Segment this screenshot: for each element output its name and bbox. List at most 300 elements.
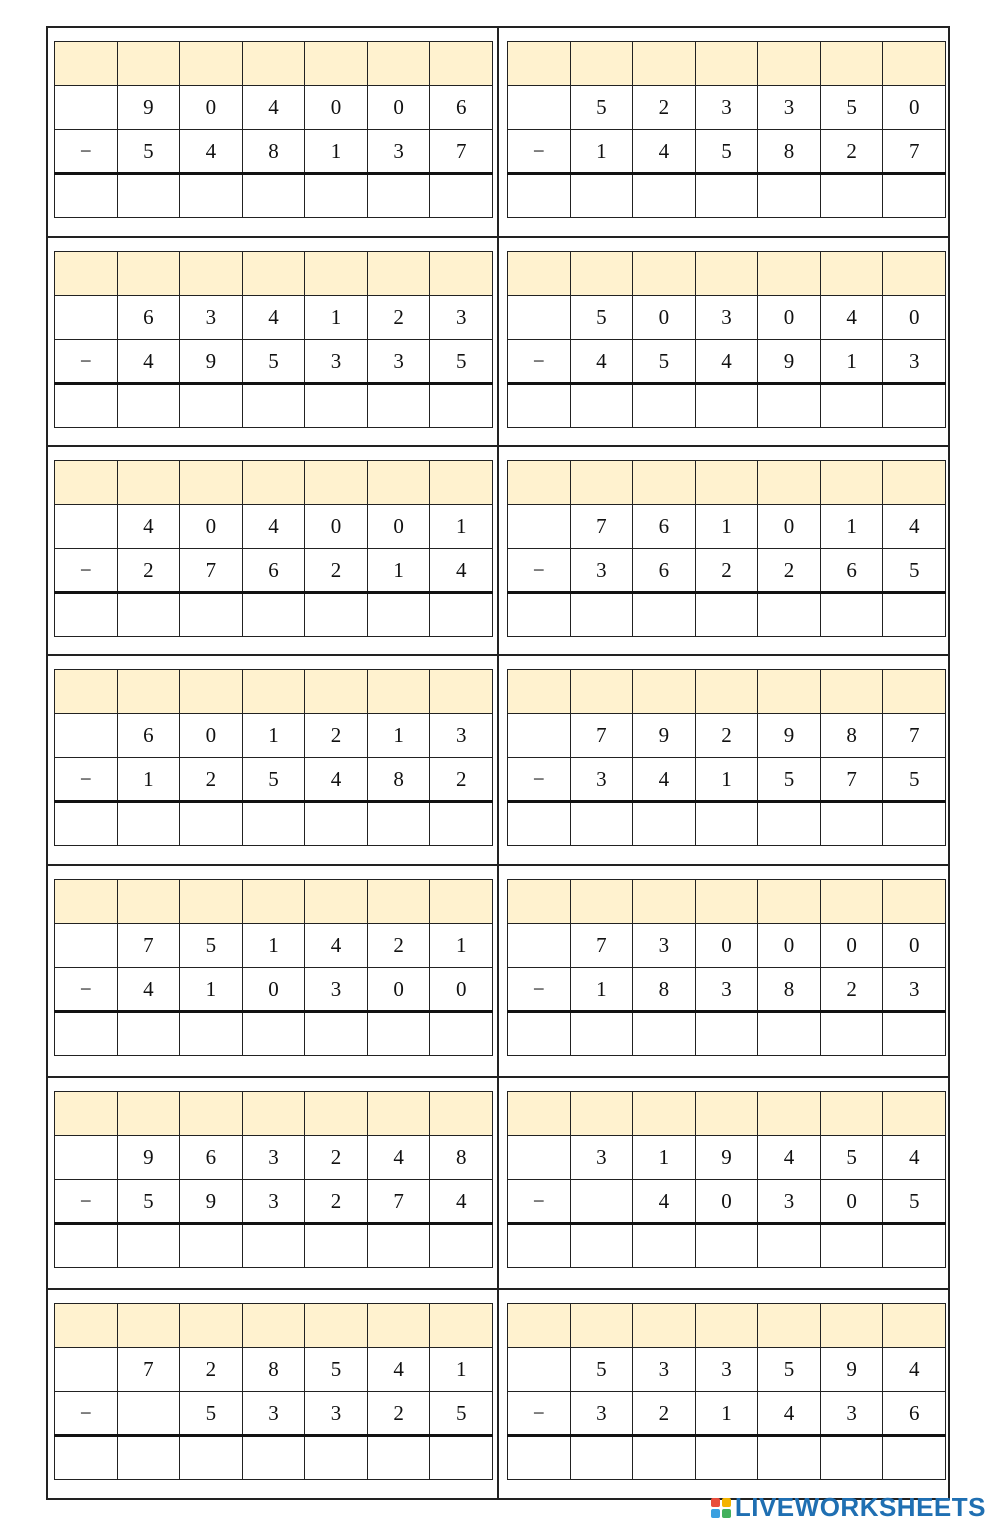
carry-cell[interactable] (367, 252, 430, 296)
answer-row (55, 802, 493, 846)
carry-cell[interactable] (820, 1304, 883, 1348)
sign-cell (55, 714, 118, 758)
answer-cell[interactable] (633, 174, 696, 218)
minus-sign: − (508, 1392, 571, 1436)
carry-cell[interactable] (883, 1304, 946, 1348)
answer-cell[interactable] (242, 1224, 305, 1268)
answer-cell[interactable] (633, 1436, 696, 1480)
answer-cell[interactable] (820, 174, 883, 218)
answer-cell[interactable] (695, 1436, 758, 1480)
carry-cell[interactable] (55, 461, 118, 505)
carry-cell[interactable] (570, 252, 633, 296)
answer-cell[interactable] (633, 384, 696, 428)
carry-cell[interactable] (367, 1092, 430, 1136)
answer-cell[interactable] (883, 593, 946, 637)
minuend-digit: 3 (633, 924, 696, 968)
carry-cell[interactable] (55, 880, 118, 924)
answer-cell[interactable] (180, 802, 243, 846)
answer-cell[interactable] (367, 1224, 430, 1268)
subtrahend-row (508, 130, 946, 174)
minuend-digit: 3 (758, 86, 821, 130)
carry-cell[interactable] (570, 461, 633, 505)
subtrahend-digit: 5 (242, 340, 305, 384)
minuend-digit: 0 (758, 296, 821, 340)
subtrahend-digit: 7 (367, 1180, 430, 1224)
answer-cell[interactable] (367, 384, 430, 428)
minus-sign: − (55, 968, 118, 1012)
answer-cell[interactable] (508, 384, 571, 428)
carry-cell[interactable] (180, 461, 243, 505)
carry-cell[interactable] (180, 880, 243, 924)
answer-cell[interactable] (633, 593, 696, 637)
answer-cell[interactable] (117, 802, 180, 846)
carry-cell[interactable] (180, 670, 243, 714)
answer-cell[interactable] (430, 1224, 493, 1268)
answer-cell[interactable] (695, 593, 758, 637)
carry-cell[interactable] (570, 42, 633, 86)
carry-cell[interactable] (305, 670, 368, 714)
subtraction-problem (54, 879, 493, 1056)
carry-cell[interactable] (117, 42, 180, 86)
answer-cell[interactable] (695, 1012, 758, 1056)
carry-cell[interactable] (570, 880, 633, 924)
subtrahend-digit: 5 (695, 130, 758, 174)
carry-cell[interactable] (695, 252, 758, 296)
answer-cell[interactable] (820, 384, 883, 428)
subtrahend-digit: 2 (820, 130, 883, 174)
carry-cell[interactable] (117, 252, 180, 296)
carry-cell[interactable] (758, 670, 821, 714)
carry-cell[interactable] (883, 42, 946, 86)
answer-cell[interactable] (242, 1012, 305, 1056)
minuend-digit: 1 (305, 296, 368, 340)
row-divider (46, 864, 950, 866)
answer-cell[interactable] (117, 1224, 180, 1268)
carry-cell[interactable] (758, 880, 821, 924)
answer-cell[interactable] (883, 1436, 946, 1480)
answer-cell[interactable] (117, 1436, 180, 1480)
answer-cell[interactable] (508, 593, 571, 637)
carry-cell[interactable] (633, 1092, 696, 1136)
subtrahend-digit: 7 (820, 758, 883, 802)
subtrahend-digit: 4 (570, 340, 633, 384)
answer-cell[interactable] (570, 174, 633, 218)
carry-row (55, 1092, 493, 1136)
answer-row (55, 174, 493, 218)
carry-cell[interactable] (633, 670, 696, 714)
carry-cell[interactable] (695, 880, 758, 924)
carry-cell[interactable] (55, 1092, 118, 1136)
minuend-digit: 3 (633, 1348, 696, 1392)
carry-cell[interactable] (430, 252, 493, 296)
answer-cell[interactable] (758, 1012, 821, 1056)
answer-cell[interactable] (758, 174, 821, 218)
answer-cell[interactable] (305, 1436, 368, 1480)
answer-cell[interactable] (820, 802, 883, 846)
subtrahend-digit: 1 (820, 340, 883, 384)
answer-cell[interactable] (430, 593, 493, 637)
minuend-digit: 4 (758, 1136, 821, 1180)
carry-cell[interactable] (633, 252, 696, 296)
minuend-digit: 4 (367, 1348, 430, 1392)
carry-cell[interactable] (367, 461, 430, 505)
carry-cell[interactable] (758, 461, 821, 505)
carry-cell[interactable] (242, 42, 305, 86)
answer-cell[interactable] (430, 1012, 493, 1056)
carry-cell[interactable] (633, 1304, 696, 1348)
minuend-digit: 0 (758, 505, 821, 549)
carry-cell[interactable] (695, 1092, 758, 1136)
carry-cell[interactable] (180, 1304, 243, 1348)
carry-cell[interactable] (695, 670, 758, 714)
answer-cell[interactable] (430, 384, 493, 428)
carry-cell[interactable] (430, 1092, 493, 1136)
carry-cell[interactable] (305, 1092, 368, 1136)
carry-cell[interactable] (305, 42, 368, 86)
answer-cell[interactable] (117, 174, 180, 218)
answer-cell[interactable] (180, 1012, 243, 1056)
carry-cell[interactable] (367, 42, 430, 86)
answer-cell[interactable] (633, 1012, 696, 1056)
minuend-row (55, 505, 493, 549)
answer-cell[interactable] (883, 174, 946, 218)
answer-cell[interactable] (242, 802, 305, 846)
minuend-digit: 0 (367, 86, 430, 130)
carry-cell[interactable] (508, 880, 571, 924)
carry-cell[interactable] (367, 1304, 430, 1348)
carry-cell[interactable] (180, 252, 243, 296)
carry-cell[interactable] (117, 1092, 180, 1136)
subtrahend-digit: 4 (430, 549, 493, 593)
carry-row (508, 252, 946, 296)
carry-cell[interactable] (508, 1092, 571, 1136)
carry-cell[interactable] (758, 42, 821, 86)
carry-cell[interactable] (367, 670, 430, 714)
answer-cell[interactable] (820, 593, 883, 637)
answer-cell[interactable] (117, 384, 180, 428)
subtrahend-digit: 1 (695, 1392, 758, 1436)
answer-cell[interactable] (367, 1436, 430, 1480)
carry-cell[interactable] (633, 880, 696, 924)
subtrahend-digit (117, 1392, 180, 1436)
answer-cell[interactable] (55, 1012, 118, 1056)
subtrahend-digit: 0 (820, 1180, 883, 1224)
carry-cell[interactable] (55, 42, 118, 86)
minuend-digit: 3 (180, 296, 243, 340)
carry-cell[interactable] (758, 252, 821, 296)
answer-cell[interactable] (508, 174, 571, 218)
minuend-digit: 4 (820, 296, 883, 340)
minuend-digit: 5 (570, 296, 633, 340)
carry-cell[interactable] (305, 252, 368, 296)
subtraction-grid (507, 41, 946, 218)
subtraction-grid (507, 669, 946, 846)
minuend-digit: 7 (570, 924, 633, 968)
subtrahend-digit: 9 (180, 340, 243, 384)
minuend-digit: 2 (305, 1136, 368, 1180)
sign-cell (55, 1136, 118, 1180)
subtrahend-digit: 8 (758, 968, 821, 1012)
minuend-digit: 1 (367, 714, 430, 758)
answer-cell[interactable] (570, 593, 633, 637)
minuend-digit: 1 (242, 924, 305, 968)
answer-cell[interactable] (695, 174, 758, 218)
minuend-row (508, 1348, 946, 1392)
answer-cell[interactable] (430, 802, 493, 846)
answer-cell[interactable] (570, 384, 633, 428)
subtrahend-row (55, 968, 493, 1012)
answer-cell[interactable] (242, 1436, 305, 1480)
answer-cell[interactable] (570, 1224, 633, 1268)
minuend-digit: 2 (633, 86, 696, 130)
minuend-digit: 9 (633, 714, 696, 758)
subtraction-problem (507, 879, 946, 1056)
carry-cell[interactable] (180, 1092, 243, 1136)
carry-cell[interactable] (695, 1304, 758, 1348)
carry-cell[interactable] (570, 670, 633, 714)
minus-sign: − (508, 130, 571, 174)
subtrahend-digit: 5 (180, 1392, 243, 1436)
minuend-row (508, 86, 946, 130)
minuend-digit: 2 (367, 296, 430, 340)
carry-cell[interactable] (883, 1092, 946, 1136)
subtraction-problem (54, 251, 493, 428)
subtrahend-digit: 6 (820, 549, 883, 593)
minuend-digit: 6 (430, 86, 493, 130)
answer-cell[interactable] (570, 802, 633, 846)
carry-cell[interactable] (242, 670, 305, 714)
minuend-row (55, 296, 493, 340)
sign-cell (508, 714, 571, 758)
answer-cell[interactable] (883, 1224, 946, 1268)
carry-cell[interactable] (430, 670, 493, 714)
answer-row (55, 1012, 493, 1056)
carry-cell[interactable] (820, 670, 883, 714)
subtraction-grid (507, 460, 946, 637)
answer-cell[interactable] (55, 174, 118, 218)
answer-cell[interactable] (117, 1012, 180, 1056)
carry-cell[interactable] (430, 1304, 493, 1348)
minuend-digit: 8 (820, 714, 883, 758)
subtrahend-digit: 4 (633, 758, 696, 802)
carry-cell[interactable] (508, 42, 571, 86)
answer-cell[interactable] (508, 802, 571, 846)
carry-cell[interactable] (55, 670, 118, 714)
answer-cell[interactable] (305, 593, 368, 637)
carry-cell[interactable] (55, 252, 118, 296)
answer-row (508, 174, 946, 218)
carry-cell[interactable] (117, 880, 180, 924)
carry-cell[interactable] (430, 880, 493, 924)
carry-cell[interactable] (820, 461, 883, 505)
subtrahend-digit: 5 (883, 758, 946, 802)
answer-cell[interactable] (508, 1436, 571, 1480)
carry-cell[interactable] (508, 252, 571, 296)
carry-cell[interactable] (820, 42, 883, 86)
answer-cell[interactable] (820, 1224, 883, 1268)
subtrahend-digit: 3 (305, 340, 368, 384)
subtrahend-row (55, 340, 493, 384)
minuend-digit: 3 (695, 1348, 758, 1392)
answer-cell[interactable] (305, 802, 368, 846)
answer-cell[interactable] (180, 174, 243, 218)
answer-cell[interactable] (758, 802, 821, 846)
minuend-digit: 3 (242, 1136, 305, 1180)
answer-cell[interactable] (367, 174, 430, 218)
answer-cell[interactable] (633, 802, 696, 846)
answer-cell[interactable] (758, 593, 821, 637)
carry-cell[interactable] (820, 1092, 883, 1136)
carry-cell[interactable] (508, 1304, 571, 1348)
subtrahend-digit: 2 (305, 549, 368, 593)
subtraction-problem (507, 1091, 946, 1268)
answer-cell[interactable] (633, 1224, 696, 1268)
minus-sign: − (508, 340, 571, 384)
answer-cell[interactable] (242, 593, 305, 637)
answer-cell[interactable] (180, 384, 243, 428)
minuend-digit: 3 (570, 1136, 633, 1180)
carry-cell[interactable] (430, 461, 493, 505)
answer-cell[interactable] (55, 384, 118, 428)
carry-cell[interactable] (633, 461, 696, 505)
carry-cell[interactable] (117, 670, 180, 714)
answer-cell[interactable] (820, 1012, 883, 1056)
answer-cell[interactable] (883, 1012, 946, 1056)
carry-cell[interactable] (570, 1092, 633, 1136)
answer-cell[interactable] (508, 1012, 571, 1056)
answer-cell[interactable] (242, 174, 305, 218)
answer-cell[interactable] (367, 802, 430, 846)
answer-cell[interactable] (695, 384, 758, 428)
answer-cell[interactable] (305, 384, 368, 428)
row-divider (46, 1288, 950, 1290)
carry-cell[interactable] (508, 670, 571, 714)
answer-cell[interactable] (883, 384, 946, 428)
answer-row (508, 593, 946, 637)
answer-cell[interactable] (55, 1224, 118, 1268)
answer-cell[interactable] (430, 174, 493, 218)
subtrahend-digit: 2 (367, 1392, 430, 1436)
answer-cell[interactable] (55, 802, 118, 846)
carry-cell[interactable] (570, 1304, 633, 1348)
answer-cell[interactable] (117, 593, 180, 637)
row-divider (46, 1076, 950, 1078)
subtrahend-digit: 5 (117, 130, 180, 174)
minus-sign: − (55, 1180, 118, 1224)
carry-cell[interactable] (883, 252, 946, 296)
subtrahend-digit: 3 (883, 340, 946, 384)
carry-cell[interactable] (55, 1304, 118, 1348)
carry-cell[interactable] (305, 880, 368, 924)
column-divider (497, 26, 499, 1500)
answer-cell[interactable] (55, 1436, 118, 1480)
subtrahend-digit: 3 (570, 549, 633, 593)
carry-cell[interactable] (180, 42, 243, 86)
carry-cell[interactable] (242, 252, 305, 296)
carry-cell[interactable] (758, 1304, 821, 1348)
answer-cell[interactable] (180, 1436, 243, 1480)
carry-cell[interactable] (305, 1304, 368, 1348)
minuend-row (508, 505, 946, 549)
answer-cell[interactable] (570, 1436, 633, 1480)
minuend-digit: 0 (883, 86, 946, 130)
subtrahend-digit: 5 (758, 758, 821, 802)
subtrahend-digit: 0 (430, 968, 493, 1012)
carry-cell[interactable] (242, 1304, 305, 1348)
answer-cell[interactable] (883, 802, 946, 846)
answer-cell[interactable] (820, 1436, 883, 1480)
brand-footer (711, 1492, 986, 1523)
subtrahend-digit: 4 (117, 968, 180, 1012)
carry-cell[interactable] (758, 1092, 821, 1136)
subtrahend-digit: 4 (180, 130, 243, 174)
answer-cell[interactable] (242, 384, 305, 428)
subtrahend-row (55, 758, 493, 802)
minuend-digit: 7 (570, 505, 633, 549)
carry-cell[interactable] (367, 880, 430, 924)
answer-cell[interactable] (180, 1224, 243, 1268)
minus-sign: − (55, 1392, 118, 1436)
answer-row (55, 384, 493, 428)
carry-cell[interactable] (117, 461, 180, 505)
answer-cell[interactable] (367, 1012, 430, 1056)
carry-cell[interactable] (633, 42, 696, 86)
minuend-row (55, 1348, 493, 1392)
answer-cell[interactable] (305, 1012, 368, 1056)
carry-cell[interactable] (242, 1092, 305, 1136)
carry-cell[interactable] (117, 1304, 180, 1348)
answer-cell[interactable] (367, 593, 430, 637)
carry-cell[interactable] (820, 880, 883, 924)
subtrahend-row (508, 340, 946, 384)
answer-cell[interactable] (758, 1224, 821, 1268)
answer-cell[interactable] (508, 1224, 571, 1268)
carry-row (55, 461, 493, 505)
subtrahend-digit: 4 (758, 1392, 821, 1436)
answer-cell[interactable] (55, 593, 118, 637)
answer-cell[interactable] (758, 1436, 821, 1480)
carry-cell[interactable] (242, 461, 305, 505)
minuend-digit: 4 (883, 1136, 946, 1180)
carry-cell[interactable] (883, 880, 946, 924)
carry-cell[interactable] (508, 461, 571, 505)
minuend-digit: 2 (305, 714, 368, 758)
answer-cell[interactable] (570, 1012, 633, 1056)
carry-cell[interactable] (695, 42, 758, 86)
answer-cell[interactable] (695, 1224, 758, 1268)
answer-cell[interactable] (758, 384, 821, 428)
carry-cell[interactable] (695, 461, 758, 505)
answer-cell[interactable] (305, 174, 368, 218)
minuend-digit: 0 (820, 924, 883, 968)
subtrahend-digit: 3 (305, 1392, 368, 1436)
carry-row (55, 252, 493, 296)
carry-cell[interactable] (305, 461, 368, 505)
carry-cell[interactable] (883, 461, 946, 505)
carry-cell[interactable] (820, 252, 883, 296)
subtrahend-digit: 1 (305, 130, 368, 174)
carry-cell[interactable] (430, 42, 493, 86)
answer-cell[interactable] (305, 1224, 368, 1268)
answer-cell[interactable] (695, 802, 758, 846)
carry-cell[interactable] (883, 670, 946, 714)
subtrahend-digit: 4 (430, 1180, 493, 1224)
sign-cell (508, 1348, 571, 1392)
answer-cell[interactable] (430, 1436, 493, 1480)
answer-cell[interactable] (180, 593, 243, 637)
carry-cell[interactable] (242, 880, 305, 924)
subtraction-problem (54, 1303, 493, 1480)
